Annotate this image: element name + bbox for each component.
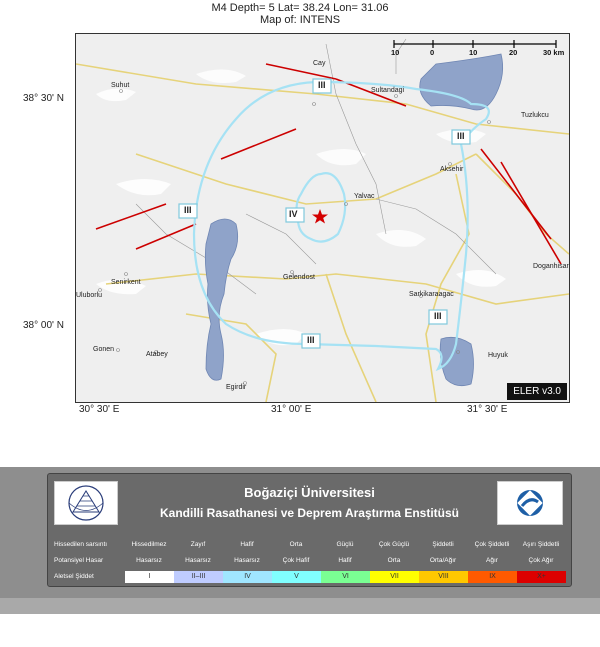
lon-label: 31° 30' E: [467, 404, 508, 415]
legend-cell: Hissedilmez: [131, 541, 167, 548]
town-label: Sarkikaraagac: [409, 291, 454, 298]
lon-label: 31° 00' E: [271, 404, 312, 415]
town-label: Doganhisar: [533, 263, 569, 270]
legend-footer-strip: [0, 598, 600, 614]
town-label: Senirkent: [111, 279, 141, 286]
intensity-swatch: VII: [370, 571, 419, 583]
scale-label-20: 20: [509, 48, 518, 57]
lat-label: 38° 30' N: [23, 93, 64, 104]
eler-version-badge: ELER v3.0: [507, 383, 567, 400]
intensity-swatch: I: [125, 571, 174, 583]
lat-label: 38° 00' N: [23, 320, 64, 331]
legend-cell: Hasarsız: [234, 557, 260, 564]
legend-cell: Güçlü: [336, 541, 354, 548]
kandilli-logo-icon: [497, 481, 563, 525]
town-label: Gelendost: [283, 274, 315, 281]
town-label: Tuzlukcu: [521, 112, 549, 119]
town-label: Cay: [313, 60, 326, 67]
legend-cell: Ağır: [486, 557, 498, 564]
legend-cell: Orta/Ağır: [429, 557, 457, 564]
legend-cell: Aşırı Şiddetli: [522, 541, 560, 548]
legend-cell: Hasarsız: [136, 557, 162, 564]
scale-label-10: 10: [469, 48, 478, 57]
institution-subtitle: Kandilli Rasathanesi ve Deprem Araştırma Enstitüsü: [160, 506, 459, 520]
lon-label: 30° 30' E: [79, 404, 120, 415]
town-label: Huyuk: [488, 352, 508, 359]
intensity-swatch: IV: [223, 571, 272, 583]
legend-cell: Hasarsız: [185, 557, 211, 564]
town-label: Atabey: [146, 351, 168, 358]
intensity-swatch: II–III: [174, 571, 223, 583]
legend-cell: Zayıf: [190, 541, 206, 548]
intensity-swatch: VI: [321, 571, 370, 583]
town-label: Suhut: [111, 82, 130, 89]
scale-label-left: 10: [391, 48, 400, 57]
legend-row-header: Hissedilen sarsıntı: [54, 541, 108, 548]
intensity-swatch: X+: [517, 571, 566, 583]
town-label: Sultandagi: [371, 87, 405, 94]
legend-cell: Çok Ağır: [528, 557, 554, 564]
intensity-legend-panel: [47, 473, 572, 587]
legend-cell: Çok Güçlü: [378, 541, 410, 548]
town-label: Egirdir: [226, 384, 247, 391]
legend-cell: Hafif: [338, 557, 352, 564]
legend-cell: Orta: [387, 557, 401, 564]
intensity-swatch: VIII: [419, 571, 468, 583]
intensity-swatch: V: [272, 571, 321, 583]
legend-row-header: Potansiyel Hasar: [54, 557, 104, 564]
legend-cell: Orta: [289, 541, 303, 548]
institution-title: Boğaziçi Üniversitesi: [244, 485, 375, 500]
legend-row-header: Aletsel Şiddet: [54, 573, 94, 580]
town-label: Yalvac: [354, 193, 375, 200]
contour-label: III: [307, 335, 315, 345]
contour-label: III: [434, 311, 442, 321]
legend-cell: Hafif: [240, 541, 254, 548]
map-title-type: Map of: INTENS: [259, 14, 341, 26]
town-label: Aksehir: [440, 166, 464, 173]
intensity-map[interactable]: [75, 33, 570, 403]
contour-label: III: [457, 131, 465, 141]
contour-label: III: [184, 205, 192, 215]
town-label: Uluborlu: [76, 292, 103, 299]
legend-cell: Çok Şiddetli: [474, 541, 510, 548]
scale-label-30: 30 km: [543, 48, 565, 57]
contour-label: IV: [289, 209, 298, 219]
scale-label-zero: 0: [430, 48, 435, 57]
town-label: Gonen: [93, 346, 115, 353]
map-title-event: M4 Depth= 5 Lat= 38.24 Lon= 31.06: [211, 2, 389, 14]
legend-cell: Şiddetli: [432, 541, 454, 548]
intensity-swatch: IX: [468, 571, 517, 583]
contour-label: III: [318, 80, 326, 90]
legend-cell: Çok Hafif: [282, 557, 310, 564]
